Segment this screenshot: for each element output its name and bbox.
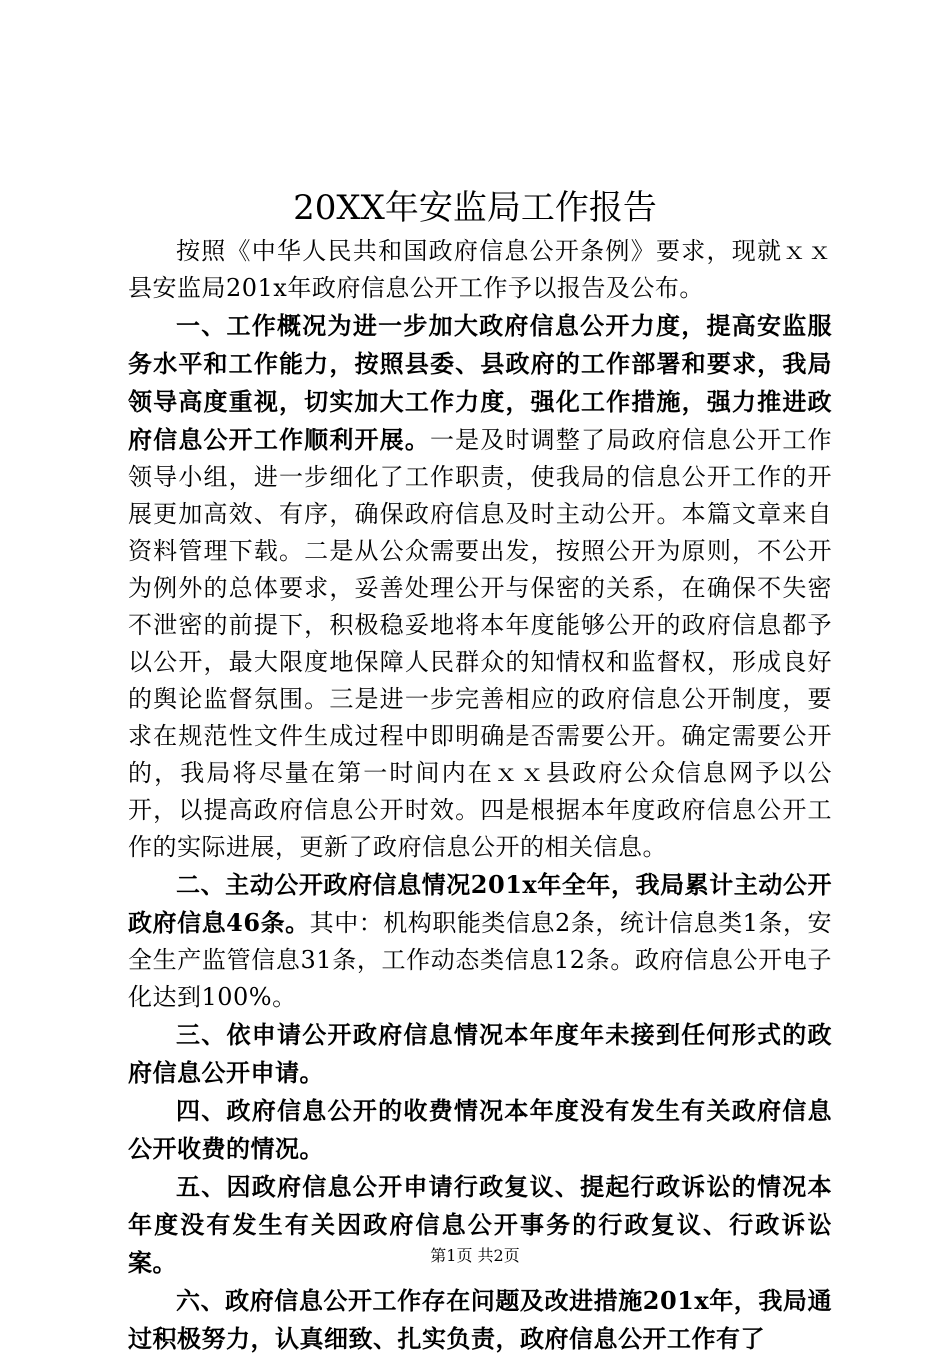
paragraph-heading: 五、因政府信息公开申请行政复议、提起行政诉讼的情况本年度没有发生有关因政府信息公开事务的行政复议、行政诉讼案。 (128, 1172, 832, 1277)
paragraph-section-6 (128, 1282, 832, 1358)
paragraph-text: 其中：机构职能类信息2条，统计信息类1条，安全生产监管信息31条，工作动态类信息12条。政府信息公开电子化达到100%。 (128, 909, 832, 1011)
paragraph-heading: 一、工作概况为进一步加大政府信息公开力度，提高安监服务水平和工作能力，按照县委、县政府的工作部署和要求，我局领导高度重视，切实加大工作力度，强化工作措施，强力推进政府信息公开工作顺利开展。 (128, 311, 832, 454)
paragraph-section-1 (128, 307, 832, 866)
paragraph-heading: 四、政府信息公开的收费情况本年度没有发生有关政府信息公开收费的情况。 (128, 1096, 832, 1163)
paragraph-text: 按照《中华人民共和国政府信息公开条例》要求，现就ｘｘ县安监局201x年政府信息公开工作予以报告及公布。 (128, 237, 832, 302)
page-footer: 第1页 共2页 (430, 1246, 520, 1265)
paragraph-section-3 (128, 1016, 832, 1092)
document-body (128, 232, 832, 1358)
paragraph-section-4 (128, 1092, 832, 1168)
paragraph-heading: 二、主动公开政府信息情况201x年全年，我局累计主动公开政府信息46条。 (128, 870, 832, 937)
paragraph-section-2 (128, 866, 832, 1016)
paragraph-intro (128, 232, 832, 307)
paragraph-text: 一是及时调整了局政府信息公开工作领导小组，进一步细化了工作职责，使我局的信息公开工作的开展更加高效、有序，确保政府信息及时主动公开。本篇文章来自资料管理下载。二是从公众需要出发，按照公开为原则，不公开为例外的总体要求，妥善处理公开与保密的关系，在确保不失密不泄密的前提下，积极稳妥地将本年度能够公开的政府信息都予以公开，最大限度地保障人民群众的知情权和监督权，形成良好的舆论监督氛围。三是进一步完善相应的政府信息公开制度，要求在规范性文件生成过程中即明确是否需要公开。确定需要公开的，我局将尽量在第一时间内在ｘｘ县政府公众信息网予以公开，以提高政府信息公开时效。四是根据本年度政府信息公开工作的实际进展，更新了政府信息公开的相关信息。 (128, 426, 832, 861)
document-title: 20XX年安监局工作报告 (293, 188, 657, 228)
paragraph-heading: 三、依申请公开政府信息情况本年度年未接到任何形式的政府信息公开申请。 (128, 1020, 832, 1087)
paragraph-heading: 六、政府信息公开工作存在问题及改进措施201x年，我局通过积极努力，认真细致、扎实负责，政府信息公开工作有了 (128, 1286, 832, 1353)
